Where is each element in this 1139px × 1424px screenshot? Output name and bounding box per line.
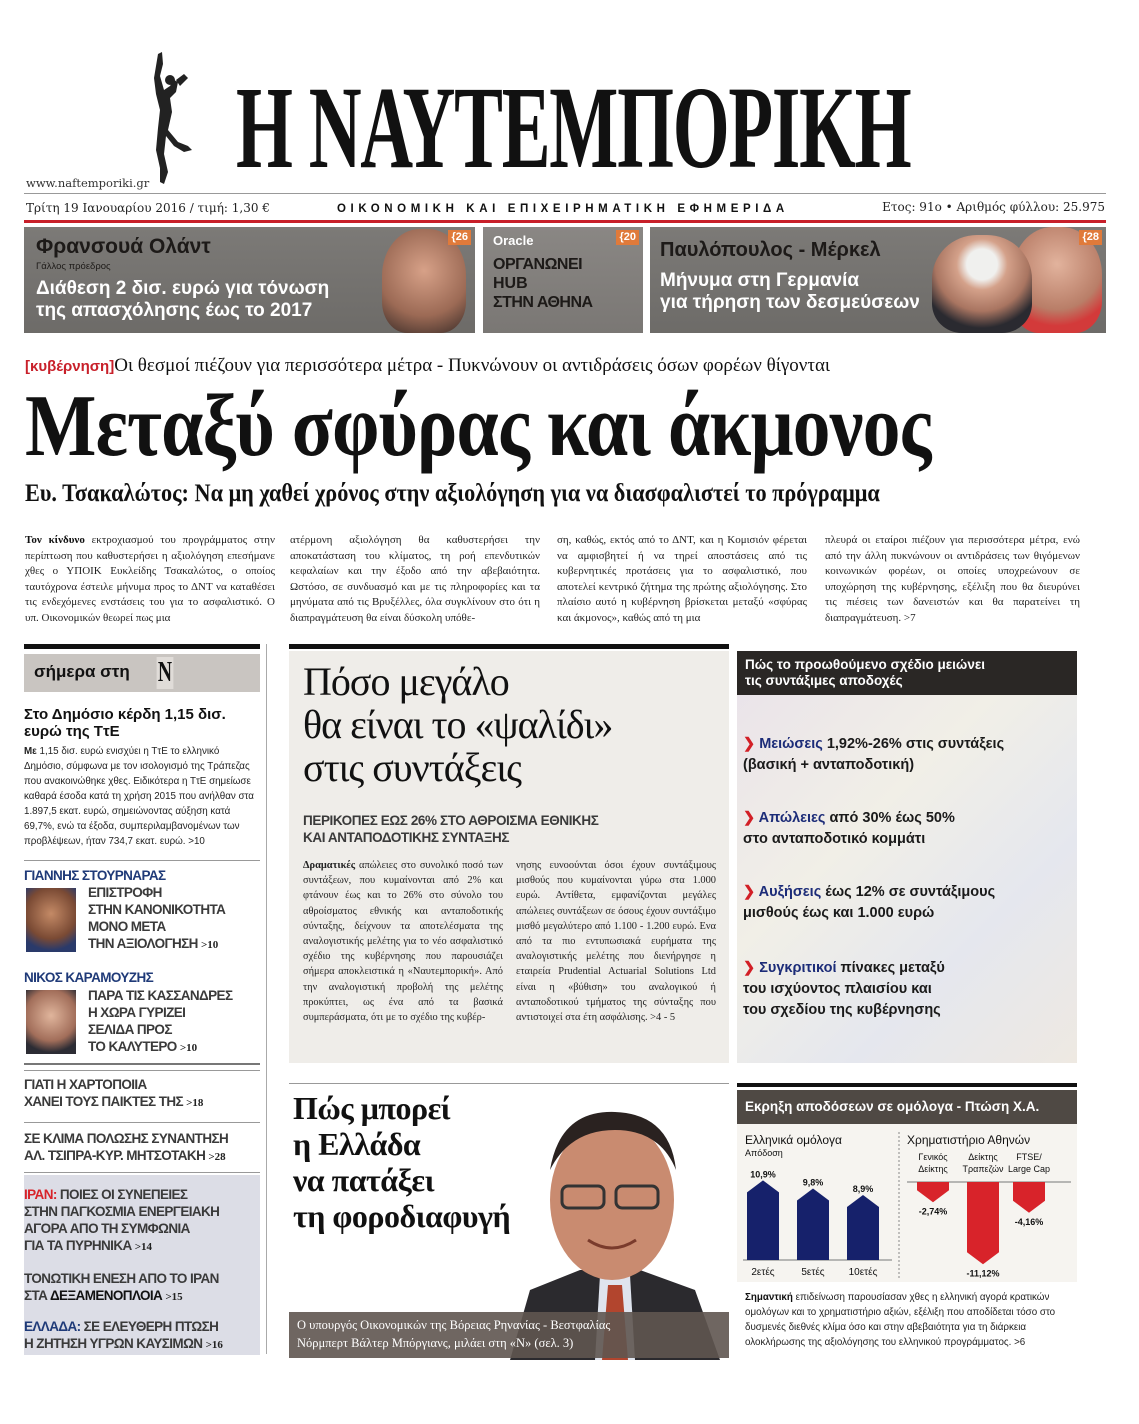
header-line: τις συντάξιμες αποδοχές: [745, 673, 903, 688]
teaser-line: HUB: [493, 275, 528, 292]
sidebar-item[interactable]: [24, 1130, 228, 1166]
interview-title[interactable]: [293, 1090, 510, 1234]
markets-header: Εκρηξη αποδόσεων σε ομόλογα - Πτώση Χ.Α.: [737, 1090, 1077, 1124]
data-label: -2,74%: [918, 1206, 948, 1217]
infobox-item: [743, 958, 1073, 1021]
page-ref: {26: [448, 230, 471, 245]
quote-line: ΜΟΝΟ ΜΕΤΑ: [88, 919, 166, 934]
markets-bar: [737, 1083, 1077, 1087]
issue-number: Ετος: 91ο • Αριθμός φύλλου: 25.975: [882, 200, 1105, 214]
sidebar-item[interactable]: [24, 1186, 219, 1256]
quote-line: ΤΟ ΚΑΛΥΤΕΡΟ: [88, 1039, 177, 1054]
item-line: του ισχύοντος πλαισίου και: [743, 981, 932, 997]
category-label: Τραπεζών: [962, 1164, 1004, 1174]
subheadline: Ευ. Τσακαλώτος: Να μη χαθεί χρόνος στην αξιολόγηση για να διασφαλιστεί το πρόγραμμα: [25, 480, 880, 507]
quote-line: ΠΑΡΑ ΤΙΣ ΚΑΣΣΑΝΔΡΕΣ: [88, 988, 233, 1003]
sub-line: ΠΕΡΙΚΟΠΕΣ ΕΩΣ 26% ΣΤΟ ΑΘΡΟΙΣΜΑ ΕΘΝΙΚΗΣ: [303, 813, 599, 828]
teaser-line: για τήρηση των δεσμεύσεων: [660, 292, 920, 313]
lead-column-4: πλευρά οι εταίροι πιέζουν για περισσότερα μέτρα, ενώ από την άλλη πυκνώνουν οι αντιδράσεις των θιγόμενων κοινωνικών φορέων, οι οποίες υποχρεώνουν σε υποχώρηση της κυβέρνησης, εξέλιξη που θα διευρύνει τις πιέσεις των δανειστών και θα παρατείνει τη διαπραγμάτευση. >7: [825, 534, 1080, 624]
item-line: ΣΕ ΚΛΙΜΑ ΠΟΛΩΣΗΣ ΣΥΝΑΝΤΗΣΗ: [24, 1131, 229, 1146]
lead-word: Τον κίνδυνο: [25, 534, 85, 546]
data-label: 10,9%: [750, 1169, 776, 1180]
teaser-name: Παυλόπουλος - Μέρκελ: [660, 239, 881, 261]
section-tag: [κυβέρνηση]: [25, 358, 115, 375]
item-line: ΣΤΗΝ ΠΑΓΚΟΣΜΙΑ ΕΝΕΡΓΕΙΑΚΗ: [24, 1204, 220, 1219]
date-price: Τρίτη 19 Ιανουαρίου 2016 / τιμή: 1,30 €: [26, 201, 270, 215]
page-ref: >10: [200, 939, 219, 951]
divider: [24, 1172, 260, 1173]
item-line: ΑΓΟΡΑ ΑΠΟ ΤΗ ΣΥΜΦΩΝΙΑ: [24, 1221, 190, 1236]
title-line: η Ελλάδα: [293, 1126, 421, 1162]
profile-quote: [88, 884, 225, 954]
divider: [24, 193, 1106, 194]
sidebar-story-title[interactable]: Στο Δημόσιο κέρδη 1,15 δισ. ευρώ της ΤτΕ: [24, 706, 226, 740]
hermes-logo-icon: [148, 50, 196, 186]
sidebar-item[interactable]: [24, 1270, 219, 1306]
feature-subtitle: [303, 812, 598, 846]
bar-10ετές: [847, 1195, 879, 1260]
tagline: ΟΙΚΟΝΟΜΙΚΗ ΚΑΙ ΕΠΙΧΕΙΡΗΜΑΤΙΚΗ ΕΦΗΜΕΡΙΔΑ: [337, 203, 789, 215]
teaser-line: Μήνυμα στη Γερμανία: [660, 270, 860, 291]
sidebar-title: σήμερα στη: [34, 662, 130, 681]
data-label: 8,9%: [852, 1184, 874, 1195]
karamouzis-photo: [26, 990, 76, 1054]
item-line: ΤΟΝΩΤΙΚΗ ΕΝΕΣΗ ΑΠΟ ΤΟ ΙΡΑΝ: [24, 1271, 219, 1286]
feature-column-2: νησης ευνοούνται όσοι έχουν συντάξιμους μισθούς που κυμαίνονται γύρω στα 1.000 ευρώ. Αντίθετα, εμφανίζονται μεγάλες απώλειες συντάξεων σε όσους έχουν συντάξιμο μισθό μεγαλύτερο από 1.100 - 1.200 ευρώ. Ενα από τα πιο εντυπωσιακά ευρήματα της αναλογιστικής μελέτης που διενήργησε η εταιρεία Prudential Actuarial Solutions Ltd είναι η «βύθιση» του αναλογικού ή ανταποδοτικού τμήματος της σύνταξης που αντιστοιχεί στα έτη ασφάλισης. >4 - 5: [516, 860, 716, 1024]
category-label: 2ετές: [751, 1267, 775, 1278]
title-line: θα είναι το «ψαλίδι»: [303, 702, 613, 747]
lead-word: Με: [24, 746, 37, 757]
teaser-name: Φρανσουά Ολάντ: [36, 235, 211, 258]
category-label: Large Cap: [1007, 1164, 1051, 1174]
n-logo: N: [157, 657, 173, 688]
bar-5ετές: [797, 1188, 829, 1260]
bar-2ετές: [747, 1180, 779, 1260]
title-line: Πώς μπορεί: [293, 1090, 451, 1126]
item-line: του σχεδίου της κυβέρνησης: [743, 1002, 941, 1018]
item-line: ΑΛ. ΤΣΙΠΡΑ-ΚΥΡ. ΜΗΤΣΟΤΑΚΗ: [24, 1148, 206, 1163]
page-ref: >15: [165, 1291, 183, 1303]
quote-line: Η ΧΩΡΑ ΓΥΡΙΖΕΙ: [88, 1005, 186, 1020]
category-label: FTSE/: [1016, 1152, 1042, 1162]
sidebar-story-body: [24, 744, 260, 849]
bar-Γενικός Δείκτης: [917, 1182, 949, 1202]
chevron-right-icon: ❯: [743, 960, 756, 976]
quote-line: ΕΠΙΣΤΡΟΦΗ: [88, 885, 162, 900]
teaser-name: Oracle: [493, 233, 534, 248]
divider: [24, 1070, 260, 1071]
item-line: στο ανταποδοτικό κομμάτι: [743, 831, 926, 847]
page-ref: >14: [134, 1241, 153, 1253]
bond-yield-chart: [743, 1133, 892, 1278]
keyword: Συγκριτικοί: [759, 960, 837, 976]
feature-text: απώλειες στο συνολικό ποσό των συντάξεων, που κυμαίνονται από 2% και φτάνουν έως και το 26% στο σύνολο του αθροίσματος εθνικής και ανταποδοτικής σύνταξης, δείχνουν τα αποτελέσματα της αναλογιστικής μελέτης για το νέο ασφαλιστικό σχέδιο της κυβέρνησης που παρουσιάζει σήμερα αποκλειστικά η «Ναυτεμπορική». Από την αναλογιστική προβολή της μελέτης προκύπτει, ως ένα από τα βασικά συμπεράσματα, ότι με το σχέδιο της κυβέρ-: [303, 860, 503, 1024]
infobox-header: [737, 651, 1077, 695]
red-divider: [24, 220, 1106, 223]
chart-title: Ελληνικά ομόλογα: [745, 1133, 842, 1147]
data-label: -4,16%: [1014, 1216, 1044, 1227]
item-line: μισθούς έως και 1.000 ευρώ: [743, 905, 935, 921]
title-line: τη φοροδιαφυγή: [293, 1198, 511, 1234]
feature-column-1: [303, 858, 503, 1025]
title-line: Πόσο μεγάλο: [303, 659, 509, 704]
teaser-line: Διάθεση 2 δισ. ευρώ για τόνωση: [36, 278, 330, 299]
category-label: 5ετές: [801, 1267, 825, 1278]
quote-line: ΤΗΝ ΑΞΙΟΛΟΓΗΣΗ: [88, 936, 198, 951]
chevron-right-icon: ❯: [743, 884, 756, 900]
page-ref: >28: [208, 1151, 226, 1163]
sub-line: ΚΑΙ ΑΝΤΑΠΟΔΟΤΙΚΗΣ ΣΥΝΤΑΞΗΣ: [303, 830, 510, 845]
bar-Δείκτης Τραπεζών: [967, 1182, 999, 1264]
chart-title: Χρηματιστήριο Αθηνών: [907, 1133, 1031, 1147]
teaser-hollande[interactable]: [24, 227, 475, 333]
item-line: ΓΙΑ ΤΑ ΠΥΡΗΝΙΚΑ: [24, 1238, 132, 1253]
title-line: στις συντάξεις: [303, 745, 521, 790]
lead-word: Δραματικές: [303, 860, 356, 871]
kicker-text: Οι θεσμοί πιέζουν για περισσότερα μέτρα - Πυκνώνουν οι αντιδράσεις όσων φορέων θίγονται: [114, 355, 831, 376]
feature-bar: [289, 644, 729, 649]
data-label: -11,12%: [966, 1268, 1000, 1279]
lead-column-3: ση, καθώς, εκτός από το ΔΝΤ, και η Κομισιόν φέρεται να αμφισβητεί ή να τηρεί αποστάσεις από τις κυβερνητικές προτάσεις για το ασφαλιστικό, που αποτελεί κεντρικό ζήτημα της πρώτης αξιολόγησης. Στο πλαίσιο αυτό η κυβέρνηση βρίσκεται μεταξύ «σφύρας και άκμονος», καθώς από τη μια: [557, 534, 807, 624]
caption-line: Νόρμπερτ Βάλτερ Μπόργιανς, μιλάει στη «Ν» (σελ. 3): [297, 1336, 574, 1350]
header-line: Πώς το προωθούμενο σχέδιο μειώνει: [745, 657, 986, 672]
masthead-title: Η ΝΑΥΤΕΜΠΟΡΙΚΗ: [236, 62, 911, 193]
item-line: έως 12% σε συντάξιμους: [821, 884, 996, 900]
story-text: 1,15 δισ. ευρώ ενισχύει η ΤτΕ το ελληνικό Δημόσιο, σύμφωνα με τον ισολογισμό της Τράπεζας που ανακοινώθηκε χθες. Ειδικότερα η ΤτΕ σημείωσε καθαρά έσοδα κατά τη χρήση 2015 που ανήλθαν στα 1.897,5 εκατ. ευρώ, σημειώνοντας αύξηση κατά 69,7%, ενώ τα έξοδα, συμπεριλαμβανομένων των προβλέψεων, ήταν 734,7 εκατ. ευρώ. >10: [24, 746, 254, 847]
page-ref: >16: [205, 1339, 223, 1351]
sidebar-item[interactable]: [24, 1318, 223, 1354]
main-headline[interactable]: Μεταξύ σφύρας και άκμονος: [25, 378, 931, 475]
profile-name[interactable]: ΝΙΚΟΣ ΚΑΡΑΜΟΥΖΗΣ: [24, 970, 154, 985]
lead-column-2: ατέρμονη αξιολόγηση θα καθυστερήσει την αποκατάσταση του κλίματος, τη ροή επενδυτικών κεφαλαίων και την έξοδο από την αβεβαιότητα. Ωστόσο, σε συνδυασμό και με τις πληροφορίες και τα μηνύματα από τις Βρυξέλλες, όλα συγκλίνουν στο ότι η διαπραγμάτευση θα είναι δύσκολη υπόθε-: [290, 534, 540, 624]
item-line: (βασική + ανταποδοτική): [743, 757, 915, 773]
caption-line: Ο υπουργός Οικονομικών της Βόρειας Ρηνανίας - Βεστφαλίας: [297, 1318, 611, 1332]
feature-title[interactable]: [303, 660, 612, 789]
column-divider: [266, 644, 267, 1354]
lead-column-1: [25, 533, 275, 626]
item-line: ΓΙΑΤΙ Η ΧΑΡΤΟΠΟΙΙΑ: [24, 1077, 147, 1092]
teaser-pavlopoulos-merkel[interactable]: [650, 227, 1106, 333]
markets-chart: [737, 1124, 1077, 1282]
stournaras-photo: [26, 888, 76, 952]
teaser-line: ΟΡΓΑΝΩΝΕΙ: [493, 256, 583, 273]
item-line: ΣΤΑ: [24, 1288, 50, 1303]
data-label: 9,8%: [802, 1177, 824, 1188]
quote-line: ΣΕΛΙΔΑ ΠΡΟΣ: [88, 1022, 172, 1037]
stock-index-chart: [907, 1133, 1071, 1278]
profile-name[interactable]: ΓΙΑΝΝΗΣ ΣΤΟΥΡΝΑΡΑΣ: [24, 868, 166, 883]
markets-note: [745, 1290, 1075, 1350]
photo-caption: [289, 1312, 729, 1358]
chart-ylabel: Απόδοση: [745, 1148, 783, 1158]
divider: [24, 1063, 260, 1065]
item-tag: ΙΡΑΝ:: [24, 1187, 57, 1202]
page-ref: >18: [186, 1097, 204, 1109]
item-tag: ΕΛΛΑΔΑ:: [24, 1319, 81, 1334]
teaser-role: Γάλλος πρόεδρος: [36, 261, 111, 272]
item-line: 1,92%-26% στις συντάξεις: [822, 736, 1005, 752]
profile-quote: [88, 987, 232, 1057]
category-label: Δείκτης: [918, 1164, 948, 1174]
chevron-right-icon: ❯: [743, 736, 756, 752]
keyword: Μειώσεις: [759, 736, 823, 752]
item-line: ΣΕ ΕΛΕΥΘΕΡΗ ΠΤΩΣΗ: [80, 1319, 219, 1334]
page-ref: {28: [1079, 230, 1102, 245]
teaser-oracle[interactable]: [483, 227, 643, 333]
quote-line: ΣΤΗΝ ΚΑΝΟΝΙΚΟΤΗΤΑ: [88, 902, 226, 917]
kicker: [25, 355, 830, 377]
divider: [24, 860, 260, 861]
teaser-line: της απασχόλησης έως το 2017: [36, 300, 313, 321]
item-line: ΧΑΝΕΙ ΤΟΥΣ ΠΑΙΚΤΕΣ ΤΗΣ: [24, 1094, 183, 1109]
bar-FTSE/ Large Cap: [1013, 1182, 1045, 1213]
infobox-item: [743, 808, 1073, 850]
item-line: από 30% έως 50%: [825, 810, 955, 826]
website-link[interactable]: www.naftemporiki.gr: [26, 176, 150, 190]
item-line-bold: ΔΕΞΑΜΕΝΟΠΛΟΙΑ: [49, 1288, 163, 1303]
title-line: να πατάξει: [293, 1162, 435, 1198]
category-label: 10ετές: [848, 1267, 878, 1278]
pavlopoulos-photo: [932, 235, 1032, 333]
divider: [24, 1122, 260, 1123]
divider: [289, 1083, 729, 1084]
page-ref: {20: [616, 230, 639, 245]
sidebar-item[interactable]: [24, 1076, 203, 1112]
keyword: Απώλειες: [758, 810, 826, 826]
note-text: επιδείνωση παρουσίασαν χθες η ελληνική αγορά κρατικών ομολόγων και το χρηματιστήριο αξιών, εξέλιξη που αποδίδεται τόσο στο δυσμενές διεθνές κλίμα όσο και στην αβεβαιότητα για τη διάρκεια ολοκλήρωσης της αξιολόγησης του ελληνικού προγράμματος. >6: [745, 1292, 1056, 1348]
item-line: ΠΟΙΕΣ ΟΙ ΣΥΝΕΠΕΙΕΣ: [56, 1187, 188, 1202]
page-ref: >10: [179, 1042, 198, 1054]
chevron-right-icon: ❯: [743, 810, 756, 826]
category-label: Γενικός: [918, 1152, 948, 1162]
lead-word: Σημαντική: [745, 1292, 793, 1303]
infobox-item: [743, 882, 1073, 924]
lead-text: εκτροχιασμού του προγράμματος στην περίπτωση που καθυστερήσει η αξιολόγηση επεσήμανε χθες ο ΥΠΟΙΚ Ευκλείδης Τσακαλώτος, ο οποίος ταυτόχρονα έστειλε μήνυμα προς το ΔΝΤ να καταθέσει τις ενδεχόμενες ενστάσεις του για το ασφαλιστικό. Ο υπ. Οικονομικών θεωρεί πως μια: [25, 534, 275, 624]
keyword: Αυξήσεις: [758, 884, 822, 900]
item-line: πίνακες μεταξύ: [836, 960, 945, 976]
sidebar-bar: [24, 644, 260, 649]
item-line: Η ΖΗΤΗΣΗ ΥΓΡΩΝ ΚΑΥΣΙΜΩΝ: [24, 1336, 203, 1351]
teaser-line: ΣΤΗΝ ΑΘΗΝΑ: [493, 294, 593, 311]
category-label: Δείκτης: [968, 1152, 998, 1162]
infobox-item: [743, 734, 1073, 776]
